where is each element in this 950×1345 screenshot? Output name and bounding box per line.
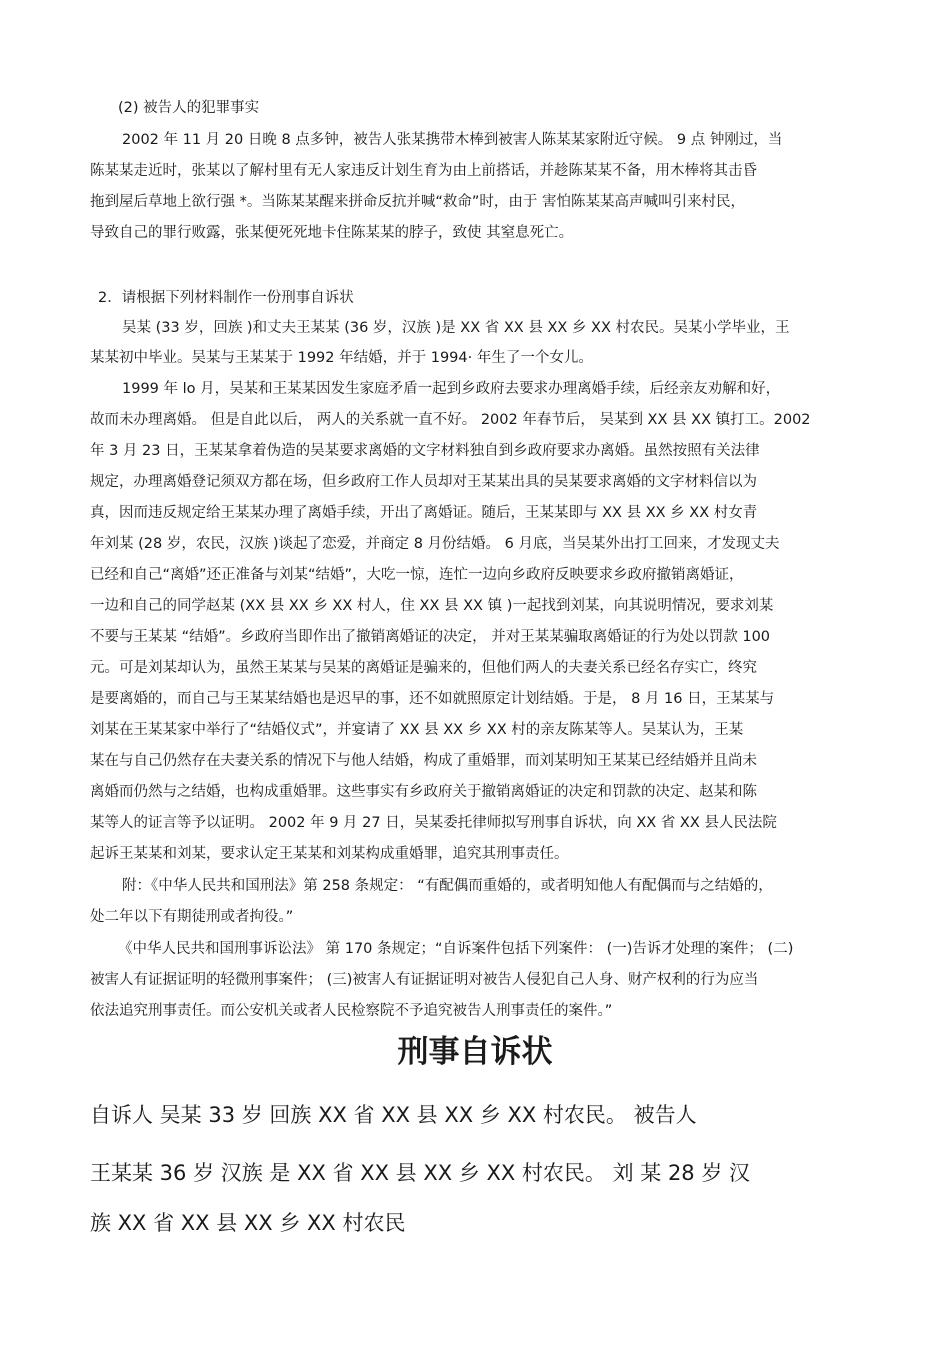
paragraph-line: 故而未办理离婚。 但是自此以后， 两人的关系就一直不好。 2002 年春节后， 吴某到 XX 县 XX 镇打工。2002: [90, 412, 811, 428]
paragraph-line: 被害人有证据证明的轻微刑事案件； (三)被害人有证据证明对被告人侵犯自己人身、财产权利的行为应当: [90, 972, 759, 988]
complaint-line: 自诉人 吴某 33 岁 回族 XX 省 XX 县 XX 乡 XX 村农民。 被告人: [90, 1103, 697, 1127]
paragraph-line: 离婚而仍然与之结婚，也构成重婚罪。这些事实有乡政府关于撤销离婚证的决定和罚款的决定、赵某和陈: [90, 784, 757, 800]
section-heading-crime-facts: (2) 被告人的犯罪事实: [118, 100, 260, 116]
complaint-line: 族 XX 省 XX 县 XX 乡 XX 村农民: [90, 1211, 406, 1235]
paragraph-line: 规定，办理离婚登记须双方都在场，但乡政府工作人员却对王某某出具的吴某要求离婚的文字材料信以为: [90, 474, 757, 490]
paragraph-line: 附：《中华人民共和国刑法》第 258 条规定： “有配偶而重婚的，或者明知他人有配偶而与之结婚的，: [122, 878, 773, 894]
paragraph-line: 某某初中毕业。吴某与王某某于 1992 年结婚，并于 1994· 年生了一个女儿。: [90, 350, 593, 366]
paragraph-line: 真，因而违反规定给王某某办理了离婚手续，开出了离婚证。随后，王某某即与 XX 县 XX 乡 XX 村女青: [90, 505, 758, 521]
complaint-line: 王某某 36 岁 汉族 是 XX 省 XX 县 XX 乡 XX 村农民。 刘 某 28 岁 汉: [90, 1161, 751, 1185]
paragraph-line: 年刘某 (28 岁，农民，汉族 )谈起了恋爱，并商定 8 月份结婚。 6 月底，当吴某外出打工回来，才发现丈夫: [90, 536, 780, 552]
paragraph-line: 吴某 (33 岁，回族 )和丈夫王某某 (36 岁，汉族 )是 XX 省 XX 县 XX 乡 XX 村农民。吴某小学毕业，王: [122, 320, 790, 336]
paragraph-line: 起诉王某某和刘某，要求认定王某某和刘某构成重婚罪，追究其刑事责任。: [90, 846, 569, 862]
paragraph-line: 某在与自己仍然存在夫妻关系的情况下与他人结婚，构成了重婚罪，而刘某明知王某某已经结婚并且尚未: [90, 753, 757, 769]
paragraph-line: 《中华人民共和国刑事诉讼法》 第 170 条规定；“自诉案件包括下列案件： (一)告诉才处理的案件； (二): [118, 941, 794, 957]
paragraph-line: 某等人的证言等予以证明。 2002 年 9 月 27 日，吴某委托律师拟写刑事自诉状，向 XX 省 XX 县人民法院: [90, 815, 777, 831]
paragraph-line: 已经和自己“离婚”还正准备与刘某“结婚”，大吃一惊，连忙一边向乡政府反映要求乡政府撤销离婚证，: [90, 567, 744, 583]
paragraph-line: 依法追究刑事责任。而公安机关或者人民检察院不予追究被告人刑事责任的案件。”: [90, 1003, 613, 1019]
paragraph-line: 是要离婚的，而自己与王某某结婚也是迟早的事，还不如就照原定计划结婚。于是， 8 月 16 日，王某某与: [90, 691, 775, 707]
paragraph-line: 2002 年 11 月 20 日晚 8 点多钟，被告人张某携带木棒到被害人陈某某家附近守候。 9 点 钟刚过，当: [122, 132, 783, 148]
paragraph-line: 元。可是刘某却认为，虽然王某某与吴某的离婚证是骗来的，但他们两人的夫妻关系已经名存实亡，终究: [90, 660, 757, 676]
paragraph-line: 刘某在王某某家中举行了“结婚仪式”，并宴请了 XX 县 XX 乡 XX 村的亲友陈某等人。吴某认为，王某: [90, 722, 744, 738]
section-heading-task: 2．请根据下列材料制作一份刑事自诉状: [98, 290, 354, 306]
paragraph-line: 年 3 月 23 日，王某某拿着伪造的吴某要求离婚的文字材料独自到乡政府要求办离婚。虽然按照有关法律: [90, 443, 760, 459]
paragraph-line: 拖到屋后草地上欲行强 *。当陈某某醒来拼命反抗并喊“救命”时，由于 害怕陈某某高声喊叫引来村民，: [90, 194, 745, 210]
paragraph-line: 陈某某走近时，张某以了解村里有无人家违反计划生育为由上前搭话，并趁陈某某不备，用木棒将其击昏: [90, 163, 757, 179]
document-title: 刑事自诉状: [397, 1034, 553, 1070]
paragraph-line: 不要与王某某 “结婚”。乡政府当即作出了撤销离婚证的决定， 并对王某某骗取离婚证的行为处以罚款 100: [90, 629, 771, 645]
paragraph-line: 导致自己的罪行败露，张某便死死地卡住陈某某的脖子，致使 其窒息死亡。: [90, 225, 574, 241]
paragraph-line: 处二年以下有期徒刑或者拘役。”: [90, 909, 294, 925]
paragraph-line: 一边和自己的同学赵某 (XX 县 XX 乡 XX 村人，住 XX 县 XX 镇 )一起找到刘某，向其说明情况，要求刘某: [90, 598, 774, 614]
paragraph-line: 1999 年 lo 月，吴某和王某某因发生家庭矛盾一起到乡政府去要求办理离婚手续，后经亲友劝解和好，: [122, 381, 781, 397]
